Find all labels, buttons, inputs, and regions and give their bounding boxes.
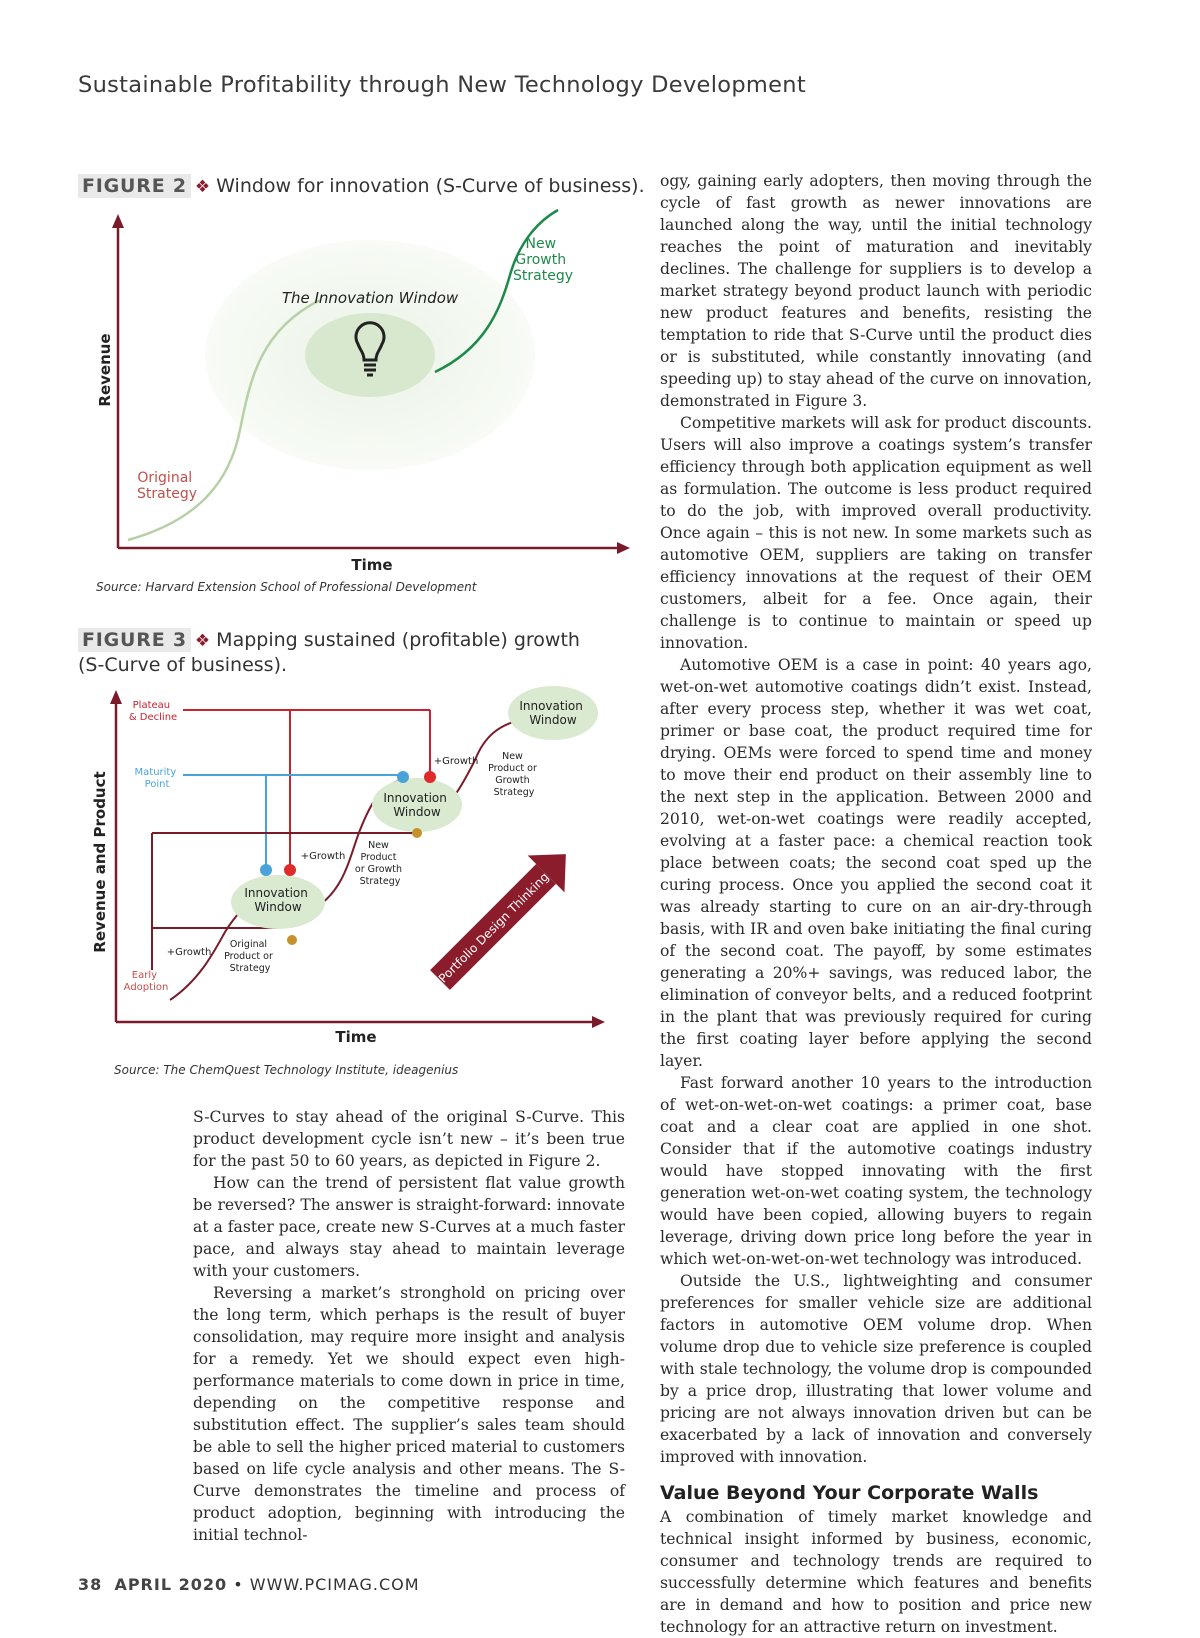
running-head: Sustainable Profitability through New Technology Development [78, 72, 806, 98]
innovation-window-core [305, 313, 435, 397]
left-paragraph-1: S-Curves to stay ahead of the original S-Curve. This product development cycle isn’t new – it’s been true for the past 50 to 60 years, as depicted in Figure 2. [193, 1108, 625, 1170]
diamond-icon: ❖ [194, 177, 211, 197]
maturity-dot-2 [397, 771, 409, 783]
original-product-label-2: Product or [224, 951, 273, 962]
svg-text:Plateau & Decline [129, 700, 177, 723]
plateau-label-1: Plateau [132, 700, 171, 711]
new-product-top-label-4: Strategy [493, 787, 535, 798]
transition-dot-2 [412, 828, 422, 838]
original-label-2: Strategy [137, 486, 197, 502]
x-axis-arrow [617, 542, 630, 554]
maturity-label-1: Maturity [134, 767, 177, 778]
portfolio-design-arrow [422, 836, 585, 999]
figure3-chart [80, 680, 640, 1065]
new-product-top-label-1: New [502, 751, 523, 762]
section-paragraph: A combination of timely market knowledge and technical insight informed by business, economic, consumer and technology trends are required to successfully determine which features and benefits are in demand and how to position and price new technology for an attractive return on investment. [660, 1508, 1092, 1636]
innovation-window-3-label-1: Innovation [519, 699, 583, 713]
innovation-window-1-label-1: Innovation [244, 886, 308, 900]
original-product-label-1: Original [229, 939, 268, 950]
new-product-mid-label-2: Product [360, 852, 397, 863]
right-column [660, 170, 1092, 1638]
footer [78, 1575, 420, 1594]
left-paragraph-2: How can the trend of persistent flat value growth be reversed? The answer is straight-forward: innovate at a faster pace, create new S-Curves at a much faster pace, and always stay ahead to maintain leverage with your customers. [193, 1174, 625, 1280]
new-product-top-label-3: Growth [495, 775, 530, 786]
new-product-mid-label-3: or Growth [354, 864, 403, 875]
plateau-dot-2 [424, 771, 436, 783]
section-heading: Value Beyond Your Corporate Walls [660, 1482, 1039, 1504]
new-product-mid-label-4: Strategy [359, 876, 401, 887]
footer-separator: • [233, 1575, 244, 1594]
page-number: 38 [78, 1575, 103, 1594]
svg-text:New Product or Growth [488, 751, 540, 798]
figure3-y-label: Revenue and Product [91, 771, 109, 953]
original-product-label-3: Strategy [229, 963, 271, 974]
svg-text:Innovation Window [244, 886, 311, 914]
svg-text:New Product or Growth [355, 840, 405, 887]
maturity-label-2: Point [144, 779, 170, 790]
figure3-tag: FIGURE 3 [78, 628, 191, 652]
new-growth-label-2: Growth [515, 252, 567, 268]
growth-label-1: +Growth [166, 947, 212, 958]
right-paragraph-1: ogy, gaining early adopters, then moving through the cycle of fast growth as newer innovations are launched along the way, until the initial technology reaches the point of maturation and inevitably declines. The challenge for suppliers is to develop a market strategy beyond product launch with periodic new product features and benefits, resisting the temptation to ride that S-Curve until the product dies or is substituted, while constantly innovating (and speeding up) to stay ahead of the curve on innovation, demonstrated in Figure 3. [660, 172, 1092, 410]
innovation-window-3-label-2: Window [529, 713, 577, 727]
early-adoption-label-2: Adoption [123, 982, 169, 993]
original-label-1: Original [137, 470, 193, 486]
svg-text:Early Adoption [124, 970, 169, 993]
new-product-mid-label-1: New [368, 840, 389, 851]
innovation-window-2-label-2: Window [393, 805, 441, 819]
figure2-tag: FIGURE 2 [78, 174, 191, 198]
new-growth-label-3: Strategy [513, 268, 573, 284]
plateau-dot-1 [284, 864, 296, 876]
x-axis-arrow [592, 1016, 605, 1028]
figure2-heading [78, 174, 645, 199]
website-link[interactable]: WWW.PCIMAG.COM [249, 1575, 420, 1594]
right-paragraph-4: Fast forward another 10 years to the introduction of wet-on-wet-on-wet coatings: a primer coat, base coat and a clear coat are applied in one shot. Consider that if the automotive coatings industry would have stopped innovating with the first generation wet-on-wet coating system, the technology would have been copied, allowing buyers to regain leverage, driving down price long before the year in which wet-on-wet-on-wet technology was introduced. [660, 1074, 1092, 1268]
plateau-label-2: & Decline [128, 712, 178, 723]
figure2-x-label: Time [351, 556, 393, 574]
innovation-window-1-label-2: Window [254, 900, 302, 914]
new-growth-label-1: New [525, 236, 557, 252]
svg-text:New Growth Strategy [513, 236, 573, 284]
figure2-chart [80, 200, 640, 580]
transition-dot-1 [287, 935, 297, 945]
svg-text:Original Product or St [224, 939, 276, 974]
figure3-x-label: Time [335, 1028, 377, 1046]
right-paragraph-3: Automotive OEM is a case in point: 40 years ago, wet-on-wet automotive coatings didn’t exist. Instead, after every process step, whether it was wet coat, primer or base coat, the product required time for drying. OEMs were forced to spend time and money to move their end product on their assembly line to the next step in the application. Between 2000 and 2010, wet-on-wet coatings were readily accepted, evolving at a faster pace: a chemical reaction took place between coats; the second coat sped up the curing process. Once you applied the second coat it was already starting to cure on an air-dry-through basis, with IR and oven bake initiating the final curing of the second coat. The payoff, by some estimates generating a 20%+ savings, was reduced labor, the elimination of conveyor belts, and a reduced footprint in the plant that was previously required for curing the first coating layer before applying the second layer. [660, 656, 1092, 1070]
new-product-top-label-2: Product or [488, 763, 537, 774]
growth-label-2: +Growth [300, 851, 346, 862]
diamond-icon: ❖ [194, 631, 211, 651]
right-paragraph-2: Competitive markets will ask for product discounts. Users will also improve a coatings system’s transfer efficiency through both application equipment as well as formulation. The outcome is less product required to do the job, with improved overall productivity. Once again – this is not new. In some markets such as automotive OEM, suppliers are taking on transfer efficiency innovations at the request of their OEM customers, albeit for a fee. Once again, their challenge is to continue to maintain or speed up innovation. [660, 414, 1092, 652]
figure3-caption-line1: Mapping sustained (profitable) growth [216, 629, 580, 651]
maturity-dot-1 [260, 864, 272, 876]
svg-text:Maturity Point [135, 767, 180, 790]
early-adoption-label-1: Early [131, 970, 158, 981]
innovation-window-2-label-1: Innovation [383, 791, 447, 805]
issue-date: APRIL 2020 [114, 1575, 228, 1594]
portfolio-arrow-label: Portfolio Design Thinking [435, 869, 552, 986]
growth-label-3: +Growth [433, 756, 479, 767]
left-column [193, 1106, 625, 1546]
svg-text:Innovation Window [519, 699, 586, 727]
figure3-source: Source: The ChemQuest Technology Institute, ideagenius [114, 1063, 459, 1077]
figure2-source: Source: Harvard Extension School of Professional Development [96, 580, 477, 594]
figure3-caption-line2: (S-Curve of business). [78, 654, 288, 676]
figure3-heading [78, 628, 580, 677]
y-axis-arrow [112, 214, 124, 228]
figure2-y-label: Revenue [96, 333, 114, 407]
right-paragraph-5: Outside the U.S., lightweighting and consumer preferences for smaller vehicle size are additional factors in automotive OEM volume drop. When volume drop due to vehicle size preference is coupled with stale technology, the volume drop is compounded by a price drop, illustrating that lower volume and pricing are not always innovation driven but can be exacerbated by a lack of innovation and conversely improved with innovation. [660, 1272, 1092, 1466]
figure2-caption: Window for innovation (S-Curve of business). [216, 175, 645, 197]
figure2-window-label: The Innovation Window [281, 289, 459, 307]
svg-text:Original Strategy [137, 470, 197, 502]
y-axis-arrow [110, 690, 122, 704]
left-paragraph-3: Reversing a market’s stronghold on pricing over the long term, which perhaps is the result of buyer consolidation, may require more insight and analysis for a remedy. Yet we should expect even high-performance materials to come down in price in time, depending on the competitive response and substitution effect. The supplier’s sales team should be able to sell the higher priced material to customers based on life cycle analysis and other means. The S-Curve demonstrates the timeline and process of product adoption, beginning with introducing the initial technol- [193, 1284, 625, 1544]
svg-text:Innovation Window [383, 791, 450, 819]
